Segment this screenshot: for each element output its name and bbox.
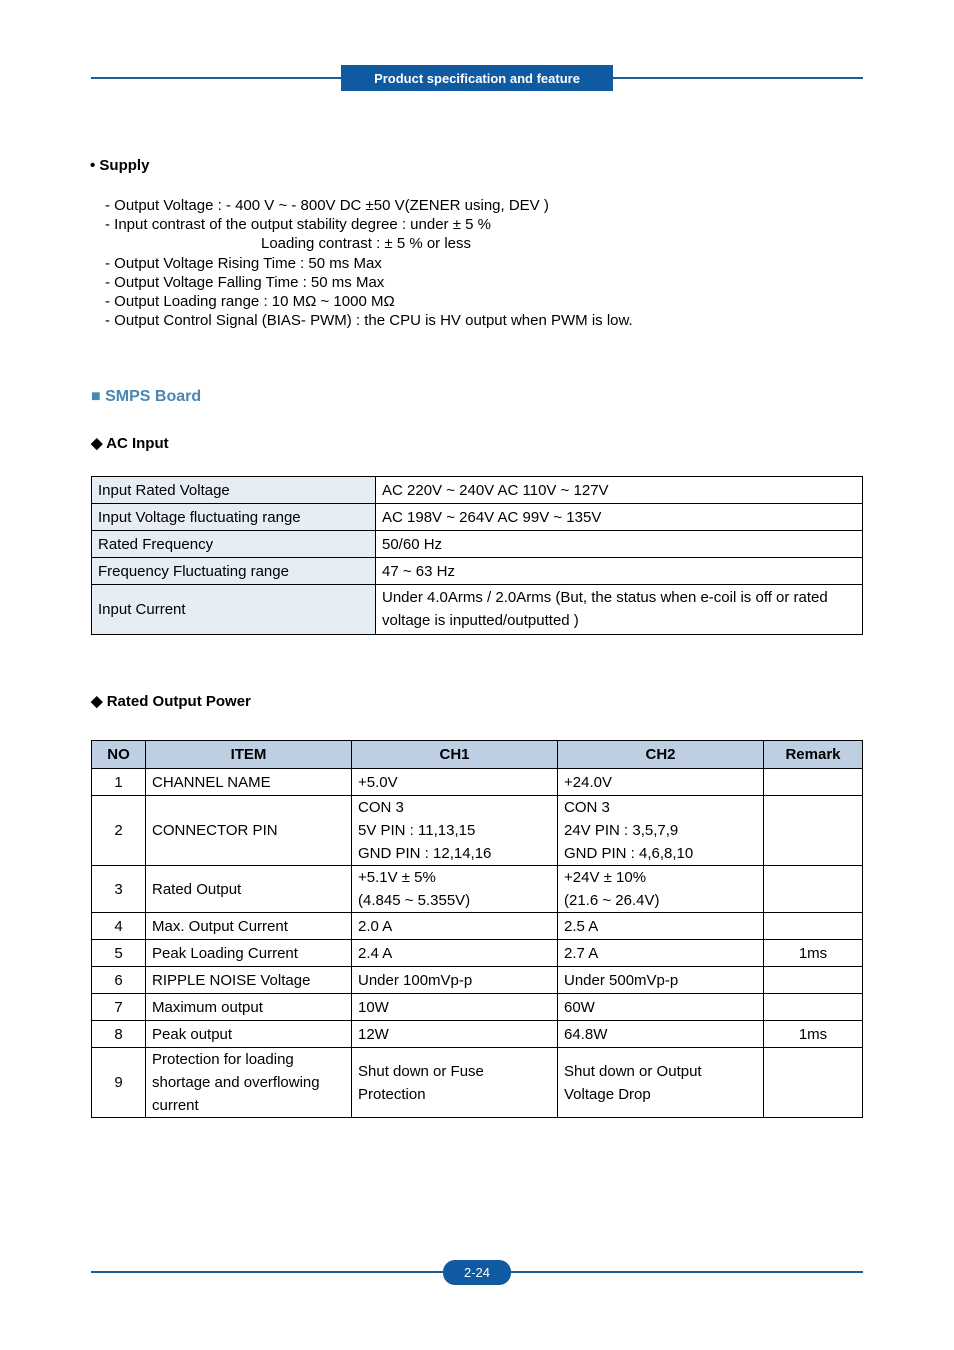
table-row — [92, 477, 863, 504]
cell-item: Max. Output Current — [146, 913, 352, 940]
rated-output-heading: ◆ Rated Output Power — [91, 693, 251, 710]
table-row — [92, 1021, 863, 1048]
cell-ch2: +24.0V — [558, 769, 764, 796]
supply-line: Loading contrast : ± 5 % or less — [261, 235, 472, 253]
ac-input-table — [91, 476, 863, 635]
supply-list — [105, 196, 633, 330]
table-row — [92, 796, 863, 866]
cell-item: RIPPLE NOISE Voltage — [146, 967, 352, 994]
table-row — [92, 558, 863, 585]
cell-ch2: 64.8W — [558, 1021, 764, 1048]
cell-item: Protection for loading shortage and overflowing current — [146, 1048, 352, 1118]
cell-ch1: 2.0 A — [352, 913, 558, 940]
cell-ch1: Shut down or Fuse Protection — [352, 1048, 558, 1118]
cell-ch2: 2.7 A — [558, 940, 764, 967]
table-header-row — [92, 741, 863, 769]
supply-line: - Output Voltage Falling Time : 50 ms Max — [105, 273, 385, 291]
cell-no: 5 — [92, 940, 146, 967]
table-row — [92, 940, 863, 967]
cell-no: 6 — [92, 967, 146, 994]
cell-remark — [764, 866, 863, 913]
ac-label-cell: Rated Frequency — [92, 531, 376, 558]
cell-ch2: Under 500mVp-p — [558, 967, 764, 994]
cell-ch1: +5.1V ± 5% (4.845 ~ 5.355V) — [352, 866, 558, 913]
cell-item: CONNECTOR PIN — [146, 796, 352, 866]
cell-ch2: 60W — [558, 994, 764, 1021]
ac-value-cell: AC 198V ~ 264V AC 99V ~ 135V — [376, 504, 863, 531]
ac-label-cell: Input Voltage fluctuating range — [92, 504, 376, 531]
col-header-ch2: CH2 — [558, 741, 764, 769]
cell-no: 1 — [92, 769, 146, 796]
cell-ch1: 2.4 A — [352, 940, 558, 967]
supply-line: - Input contrast of the output stability degree : under ± 5 % — [105, 216, 491, 234]
supply-line: - Output Voltage : - 400 V ~ - 800V DC ±50 V(ZENER using, DEV ) — [105, 197, 549, 214]
header-title: Product specification and feature — [341, 65, 613, 91]
table-row — [92, 585, 863, 635]
col-header-no: NO — [92, 741, 146, 769]
cell-item: Maximum output — [146, 994, 352, 1021]
cell-no: 3 — [92, 866, 146, 913]
cell-remark — [764, 913, 863, 940]
ac-value-cell: 50/60 Hz — [376, 531, 863, 558]
table-row — [92, 504, 863, 531]
cell-ch1: Under 100mVp-p — [352, 967, 558, 994]
cell-item: Rated Output — [146, 866, 352, 913]
page-number: 2-24 — [443, 1260, 511, 1285]
ac-label-cell: Frequency Fluctuating range — [92, 558, 376, 585]
table-row — [92, 769, 863, 796]
col-header-item: ITEM — [146, 741, 352, 769]
ac-value-cell: AC 220V ~ 240V AC 110V ~ 127V — [376, 477, 863, 504]
supply-heading: • Supply — [90, 157, 150, 174]
col-header-ch1: CH1 — [352, 741, 558, 769]
cell-no: 4 — [92, 913, 146, 940]
cell-remark: 1ms — [764, 1021, 863, 1048]
table-row — [92, 994, 863, 1021]
supply-line: - Output Control Signal (BIAS- PWM) : the CPU is HV output when PWM is low. — [105, 312, 633, 330]
cell-ch1: 12W — [352, 1021, 558, 1048]
ac-label-cell: Input Rated Voltage — [92, 477, 376, 504]
ac-value-cell: 47 ~ 63 Hz — [376, 558, 863, 585]
cell-ch2: 2.5 A — [558, 913, 764, 940]
cell-ch2: +24V ± 10% (21.6 ~ 26.4V) — [558, 866, 764, 913]
table-row — [92, 531, 863, 558]
cell-item: CHANNEL NAME — [146, 769, 352, 796]
cell-remark — [764, 994, 863, 1021]
cell-ch1: 10W — [352, 994, 558, 1021]
table-row — [92, 866, 863, 913]
table-row — [92, 913, 863, 940]
ac-input-heading: ◆ AC Input — [91, 435, 169, 452]
cell-remark: 1ms — [764, 940, 863, 967]
cell-no: 7 — [92, 994, 146, 1021]
ac-label-cell: Input Current — [92, 585, 376, 635]
cell-ch2: CON 3 24V PIN : 3,5,7,9 GND PIN : 4,6,8,10 — [558, 796, 764, 866]
supply-line: - Output Voltage Rising Time : 50 ms Max — [105, 254, 382, 272]
cell-item: Peak output — [146, 1021, 352, 1048]
cell-ch1: CON 3 5V PIN : 11,13,15 GND PIN : 12,14,16 — [352, 796, 558, 866]
cell-item: Peak Loading Current — [146, 940, 352, 967]
cell-no: 8 — [92, 1021, 146, 1048]
cell-no: 2 — [92, 796, 146, 866]
table-row — [92, 1048, 863, 1118]
rated-output-table — [91, 740, 863, 1118]
cell-remark — [764, 796, 863, 866]
cell-no: 9 — [92, 1048, 146, 1118]
cell-ch2: Shut down or Output Voltage Drop — [558, 1048, 764, 1118]
cell-remark — [764, 1048, 863, 1118]
col-header-remark: Remark — [764, 741, 863, 769]
ac-value-cell: Under 4.0Arms / 2.0Arms (But, the status when e-coil is off or rated voltage is inputted/outputted ) — [376, 585, 863, 635]
cell-remark — [764, 769, 863, 796]
supply-line: - Output Loading range : 10 MΩ ~ 1000 MΩ — [105, 293, 395, 311]
cell-ch1: +5.0V — [352, 769, 558, 796]
cell-remark — [764, 967, 863, 994]
table-row — [92, 967, 863, 994]
smps-section-title: ■ SMPS Board — [91, 388, 202, 405]
